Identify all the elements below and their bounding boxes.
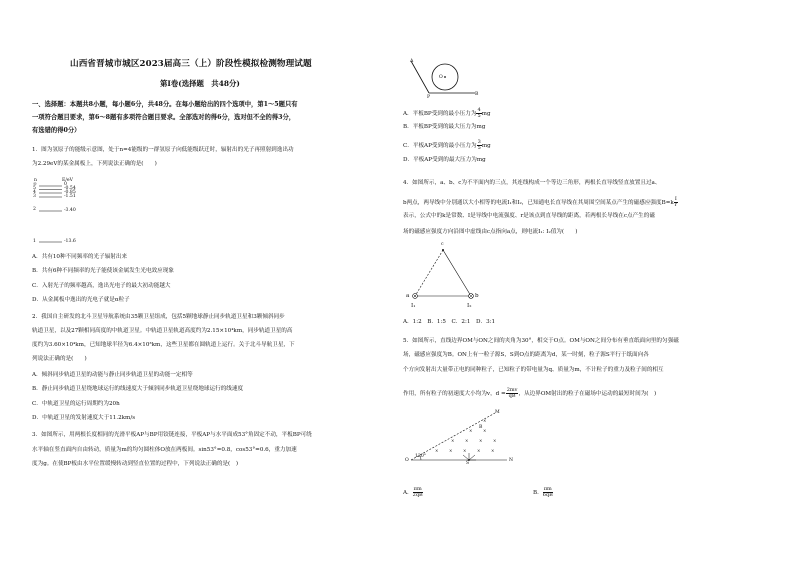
q5-label-s: S [466, 461, 470, 466]
q3-label-b: B [475, 92, 479, 97]
q5-stem: 场，磁感应强度为B。ON上有一粒子源S，S到O点的距离为d，某一时刻，粒子源S平行于纸面向各 [403, 352, 649, 358]
q5-option-b: B． $\frac{\pi m}{6qB}$ [533, 486, 553, 498]
svg-text:×: × [469, 428, 473, 433]
q5-label-o: O [405, 458, 409, 463]
q4-stem: 4．如图所示，a、b、c为不平面内的三点，其连线构成一个等边三角形，两根长直导线竖直放置且过a、 [403, 180, 661, 186]
q3-stem: 水平轴在竖直面内自由转动，质量为m的均匀圆柱体O放在两板间。sin53°=0.8，cos53°=0.6，重力加速 [32, 447, 297, 453]
q5-label-b: B [479, 425, 483, 430]
q3-label-o: O [439, 75, 443, 80]
n-label: n [34, 178, 37, 183]
level-n: 5 [33, 186, 36, 191]
level-energy: 0 [64, 182, 67, 187]
svg-text:×: × [483, 418, 487, 423]
q2-stem: 轨道卫星，以及27颗相同高度的中轨道卫星。中轨道卫星轨道高度约为2.15×10⁴km，同步轨道卫星的高 [32, 328, 293, 334]
q4-triangle-figure [409, 244, 489, 314]
q4-label-i2: I₂ [467, 303, 472, 309]
q4-label-a: a [406, 293, 410, 299]
q3-label-a: A [410, 59, 414, 64]
level-energy: -3.40 [64, 208, 76, 213]
q1-option-a: A．共有10种不同频率的光子辐射出来 [32, 254, 128, 260]
q4-stem: 场的磁感应强度方向沿图中虚线由c点指向a点，则电流I₁: I₂值为( ) [403, 229, 578, 235]
q2-stem: 列说法正确的是( ) [32, 356, 87, 362]
level-n: ∞ [33, 182, 37, 187]
q3-label-p: P [427, 95, 431, 100]
q5-label-angle: 120° [415, 454, 427, 459]
section-line: 一项符合题目要求，第6～8题有多项符合题目要求。全部选对的得6分，选对但不全的得3分， [32, 114, 296, 121]
level-n: 4 [33, 190, 36, 195]
q4-answers: A．1:2 B．1:5 C．2:1 D．3:1 [403, 319, 496, 325]
q3-option-d: D．平板AP受到的最大压力为mg [403, 157, 486, 163]
q3-option-b: B．平板BP受到的最大压力为mg [403, 124, 486, 130]
svg-text:×: × [465, 438, 469, 443]
right-column [397, 0, 794, 562]
q1-option-c: C．入射光子的频率越高，逸出光电子的最大初动能越大 [32, 283, 171, 289]
q5-field-figure [407, 408, 537, 468]
q4-stem: 表示，公式中的k是常数、I是导线中电流强度、r是该点到直导线的距离，若两根长导线在c点产生的磁 [403, 213, 655, 219]
q1-option-b: B．共有6种不同频率的光子能使该金属发生光电效应现象 [32, 268, 174, 274]
level-energy: -0.85 [64, 190, 76, 195]
svg-text:×: × [483, 428, 487, 433]
level-n: 3 [33, 194, 36, 199]
q1-stem: 为2.29eV的某金属板上，下列说法正确的是( ) [32, 161, 157, 167]
q2-option-c: C．中轨道卫星的运行周期约为20h [32, 401, 120, 407]
svg-text:×: × [491, 448, 495, 453]
level-energy: -1.51 [64, 194, 76, 199]
svg-text:×: × [477, 448, 481, 453]
q5-stem: 个方向发射出大量带正电的同种粒子，已知粒子的带电量为q、质量为m，不计粒子的重力及粒子间的相互 [403, 367, 664, 373]
q4-label-i1: I₁ [411, 303, 416, 309]
q5-stem: 5．如图所示，直线边界OM与ON之间的夹角为30°，相交于O点。OM与ON之间分布有垂直纸面向里的匀强磁 [403, 338, 679, 344]
q3-option-a: A．平板BP受到的最小压力为 $\frac{4}{5}$ mg [403, 107, 491, 119]
level-n: 1 [33, 239, 36, 244]
q3-option-c: C．平板AP受到的最小压力为 $\frac{3}{5}$ mg [403, 139, 491, 151]
q4-stem: b两点，两导线中分别通以大小相等的电流I₁和I₂，已知通电长直导线在其周围空间某点产生的磁感应强度B=k $\frac{I}{r}$ [403, 196, 677, 208]
q2-option-a: A．倾斜同步轨道卫星的动能与静止同步轨道卫星的动能一定相等 [32, 372, 193, 378]
level-n: 2 [33, 207, 36, 212]
q2-stem: 2．我国自主研发的北斗卫星导航系统由35颗卫星组成，包括5颗地球静止同步轨道卫星和3颗倾斜同步 [32, 314, 285, 320]
q4-label-b: b [475, 293, 479, 299]
section-line: 有选错的得0分） [32, 127, 81, 134]
svg-text:×: × [479, 438, 483, 443]
q5-stem: 作用，所有粒子的初速度大小均为v，d = $\frac{2mv}{qB}$ ，从边界OM射出的粒子在磁场中运动的最短时间为( ) [403, 387, 657, 399]
q4-label-c: c [441, 242, 444, 247]
q2-stem: 度约为3.60×10⁴km，已知地球半径为6.4×10³km，这些卫星都在圆轨道上运行。关于北斗导航卫星，下 [32, 342, 295, 348]
level-energy: -13.6 [64, 239, 76, 244]
q3-stem: 3．如图所示，用两根长度相同的光滑平板AP与BP用铰链连接，平板AP与水平面成53°角固定不动，平板BP可绕 [32, 432, 312, 438]
q2-option-b: B．静止同步轨道卫星绕地球运行的线速度大于倾斜同步轨道卫星绕地球运行的线速度 [32, 386, 244, 392]
energy-unit: E/eV [62, 178, 73, 183]
q2-option-d: D．中轨道卫星的发射速度大于11.2km/s [32, 415, 136, 421]
paper-title: 山西省晋城市城区2023届高三（上）阶段性模拟检测物理试题 [70, 59, 312, 69]
level-energy: -0.54 [64, 186, 76, 191]
q5-option-a: A． $\frac{\pi m}{2qB}$ [403, 486, 423, 498]
svg-text:×: × [451, 438, 455, 443]
q1-option-d: D．从金属板中逸出的光电子就是α粒子 [32, 297, 130, 303]
part-heading: 第Ⅰ卷(选择题 共48分) [160, 79, 240, 88]
q3-stem: 度为g。在使BP板由水平位置缓慢转动到竖直位置的过程中，下列说法正确的是( ) [32, 461, 239, 467]
svg-text:×: × [463, 448, 467, 453]
q5-label-m: M [495, 410, 500, 415]
section-line: 一、选择题：本题共8小题，每小题6分，共48分。在每小题给出的四个选项中，第1～5题只有 [32, 101, 298, 108]
svg-text:×: × [449, 448, 453, 453]
svg-text:×: × [435, 448, 439, 453]
q5-label-n: N [509, 458, 514, 463]
svg-text:×: × [493, 438, 497, 443]
q1-stem: 1．图为氢原子的能级示意图，处于n=4能级的一群氢原子向低能级跃迁时，辐射出的光子再照射到逸出功 [32, 147, 294, 153]
